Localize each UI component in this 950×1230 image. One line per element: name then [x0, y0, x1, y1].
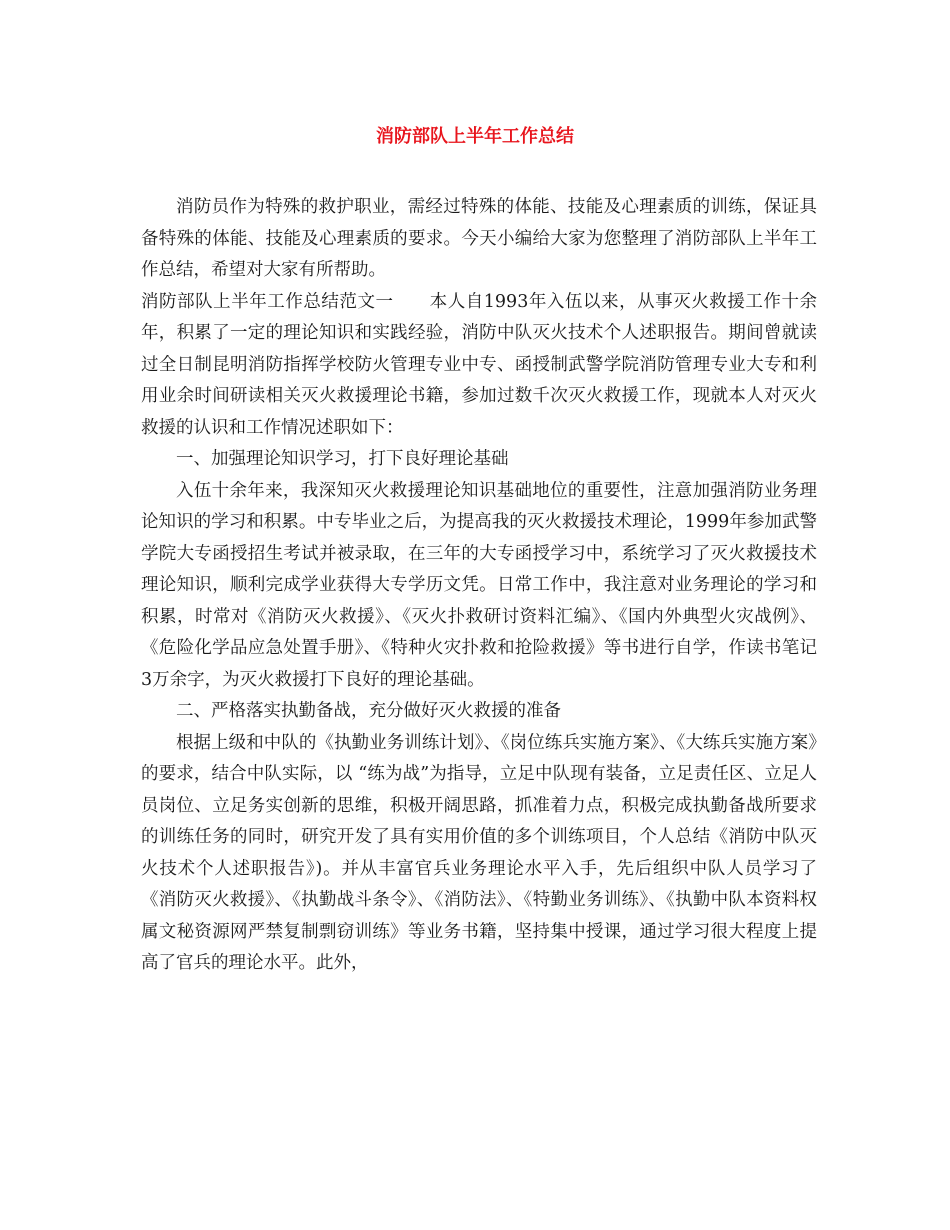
- document-body: [141, 192, 817, 980]
- paragraph-intro: 消防员作为特殊的救护职业，需经过特殊的体能、技能及心理素质的训练，保证具备特殊的体能、技能及心理素质的要求。今天小编给大家为您整理了消防部队上半年工作总结，希望对大家有所帮助。: [141, 197, 817, 280]
- section-heading-1: 一、加强理论知识学习，打下良好理论基础: [176, 449, 509, 469]
- section-heading-2: 二、严格落实执勤备战，充分做好灭火救援的准备: [176, 701, 561, 721]
- paragraph-sample-one: 消防部队上半年工作总结范文一 本人自1993年入伍以来，从事灭火救援工作十余年，积累了一定的理论知识和实践经验，消防中队灭火技术个人述职报告。期间曾就读过全日制昆明消防指挥学校防火管理专业中专、函授制武警学院消防管理专业大专和利用业余时间研读相关灭火救援理论书籍，参加过数千次灭火救援工作，现就本人对灭火救援的认识和工作情况述职如下：: [141, 291, 817, 438]
- paragraph-section-1: 入伍十余年来，我深知灭火救援理论知识基础地位的重要性，注意加强消防业务理论知识的学习和积累。中专毕业之后，为提高我的灭火救援技术理论，1999年参加武警学院大专函授招生考试并被录取，在三年的大专函授学习中，系统学习了灭火救援技术理论知识，顺利完成学业获得大专学历文凭。日常工作中，我注意对业务理论的学习和积累，时常对《消防灭火救援》、《灭火扑救研讨资料汇编》、《国内外典型火灾战例》、《危险化学品应急处置手册》、《特种火灾扑救和抢险救援》等书进行自学，作读书笔记3万余字，为灭火救援打下良好的理论基础。: [141, 480, 817, 690]
- paragraph-section-2: 根据上级和中队的《执勤业务训练计划》、《岗位练兵实施方案》、《大练兵实施方案》的要求，结合中队实际，以 “练为战”为指导，立足中队现有装备，立足责任区、立足人员岗位、立足务实创新的思维，积极开阔思路，抓准着力点，积极完成执勤备战所要求的训练任务的同时，研究开发了具有实用价值的多个训练项目，个人总结《消防中队灭火技术个人述职报告》)。并从丰富官兵业务理论水平入手，先后组织中队人员学习了《消防灭火救援》、《执勤战斗条令》、《消防法》、《特勤业务训练》、《执勤中队本资料权属文秘资源网严禁复制剽窃训练》等业务书籍，坚持集中授课，通过学习很大程度上提高了官兵的理论水平。此外，: [141, 732, 817, 973]
- document-title: 消防部队上半年工作总结: [376, 126, 574, 147]
